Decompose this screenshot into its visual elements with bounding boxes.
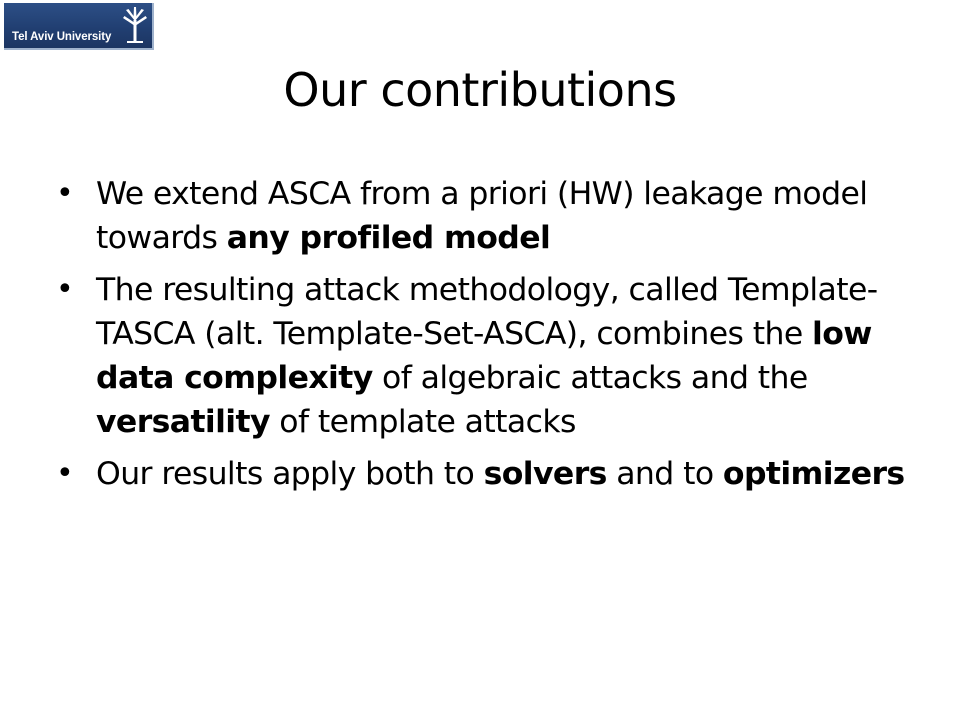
bullet-text: of algebraic attacks and the [372,360,808,396]
bullet-item [96,268,916,444]
logo-text: Tel Aviv University [12,31,112,43]
slide-title: Our contributions [283,63,677,117]
bullet-item [96,172,916,260]
bullet-text-bold: solvers [483,456,607,492]
bullet-text-bold: any profiled model [226,220,551,256]
bullet-text: and to [606,456,723,492]
bullet-item [96,452,916,496]
bullet-text: The resulting attack methodology, called Template-TASCA (alt. Template-Set-ASCA), combines the [96,272,878,352]
bullet-text: We extend ASCA from a priori (HW) leakage model towards [96,176,868,256]
university-logo [4,3,154,50]
bullet-text-bold: low data complexity [96,316,872,396]
bullet-text: Our results apply both to [96,456,484,492]
bullet-text-bold: versatility [96,404,270,440]
university-emblem-icon [120,6,150,46]
bullet-list [96,172,916,504]
bullet-text: of template attacks [269,404,576,440]
bullet-text-bold: optimizers [722,456,905,492]
